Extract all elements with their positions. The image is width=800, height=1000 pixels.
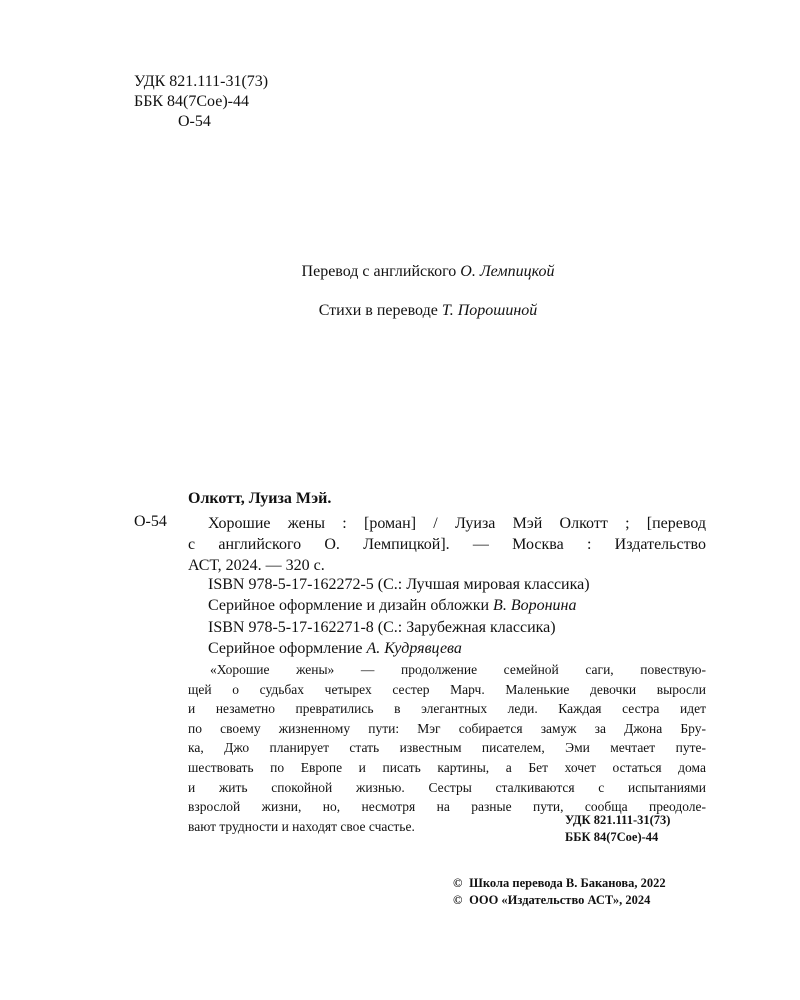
poems-prefix: Стихи в переводе (318, 302, 438, 319)
isbn-line: ISBN 978-5-17-162271-8 (С.: Зарубежная классика) (208, 619, 556, 636)
translator-prefix: Перевод с английского (301, 263, 457, 280)
poems-translator-credit (0, 302, 800, 320)
bib-line: Хорошие жены : [роман] / Луиза Мэй Олкотт ; [перевод (208, 515, 706, 532)
classification-block (134, 72, 268, 132)
record-codes (565, 812, 670, 846)
annotation-line: взрослой жизни, но, несмотря на разные пути, сообща преодоле- (188, 799, 706, 815)
translator-name: О. Лемпицкой (460, 263, 555, 280)
record-bbk: ББК 84(7Сое)-44 (565, 830, 659, 844)
designer-name: В. Воронина (493, 597, 577, 614)
design-prefix: Серийное оформление и дизайн обложки (208, 597, 490, 614)
isbn-block-2 (208, 617, 556, 659)
record-author: Олкотт, Луиза Мэй. (188, 490, 332, 507)
design-prefix: Серийное оформление (208, 640, 363, 657)
isbn-line: ISBN 978-5-17-162272-5 (С.: Лучшая мировая классика) (208, 576, 590, 593)
poems-translator-name: Т. Порошиной (441, 302, 538, 319)
bbk-code: ББК 84(7Сое)-44 (134, 93, 249, 110)
copyright-symbol: © (453, 893, 463, 907)
designer-name: А. Кудрявцева (366, 640, 462, 657)
annotation-line: ка, Джо планирует стать известным писателем, Эми мечтает путе- (188, 740, 706, 756)
annotation-line: шествовать по Европе и писать картины, а Бет хочет остаться дома (188, 759, 706, 775)
copyright-line (453, 875, 666, 892)
annotation-line: щей о судьбах четырех сестер Марч. Маленькие девочки выросли (188, 681, 706, 697)
copyright-text: Школа перевода В. Баканова, 2022 (469, 876, 666, 890)
annotation-line: и жить спокойной жизнью. Сестры сталкиваются с испытаниями (188, 779, 706, 795)
author-mark: О-54 (178, 113, 211, 130)
record-shelf-mark: О-54 (134, 513, 167, 530)
bib-line: АСТ, 2024. — 320 с. (188, 557, 325, 574)
translator-credit (0, 263, 800, 281)
design-credit (208, 638, 556, 659)
copyright-line (453, 892, 666, 909)
record-udk: УДК 821.111-31(73) (565, 813, 671, 827)
copyright-symbol: © (453, 876, 463, 890)
design-credit (208, 595, 590, 616)
annotation-line: вают трудности и находят свое счастье. (188, 818, 415, 834)
isbn-block-1 (208, 574, 590, 616)
bib-line: с английского О. Лемпицкой]. — Москва : Издательство (188, 536, 706, 553)
annotation-line: «Хорошие жены» — продолжение семейной саги, повествую- (210, 662, 706, 677)
copyright-block (453, 875, 666, 909)
annotation (188, 660, 706, 836)
bibliographic-description (188, 513, 706, 576)
udk-code: УДК 821.111-31(73) (134, 73, 269, 90)
copyright-text: ООО «Издательство АСТ», 2024 (469, 893, 651, 907)
annotation-line: по своему жизненному пути: Мэг собирается замуж за Джона Бру- (188, 720, 706, 736)
annotation-line: и незаметно превратились в элегантных леди. Каждая сестра идет (188, 701, 706, 717)
